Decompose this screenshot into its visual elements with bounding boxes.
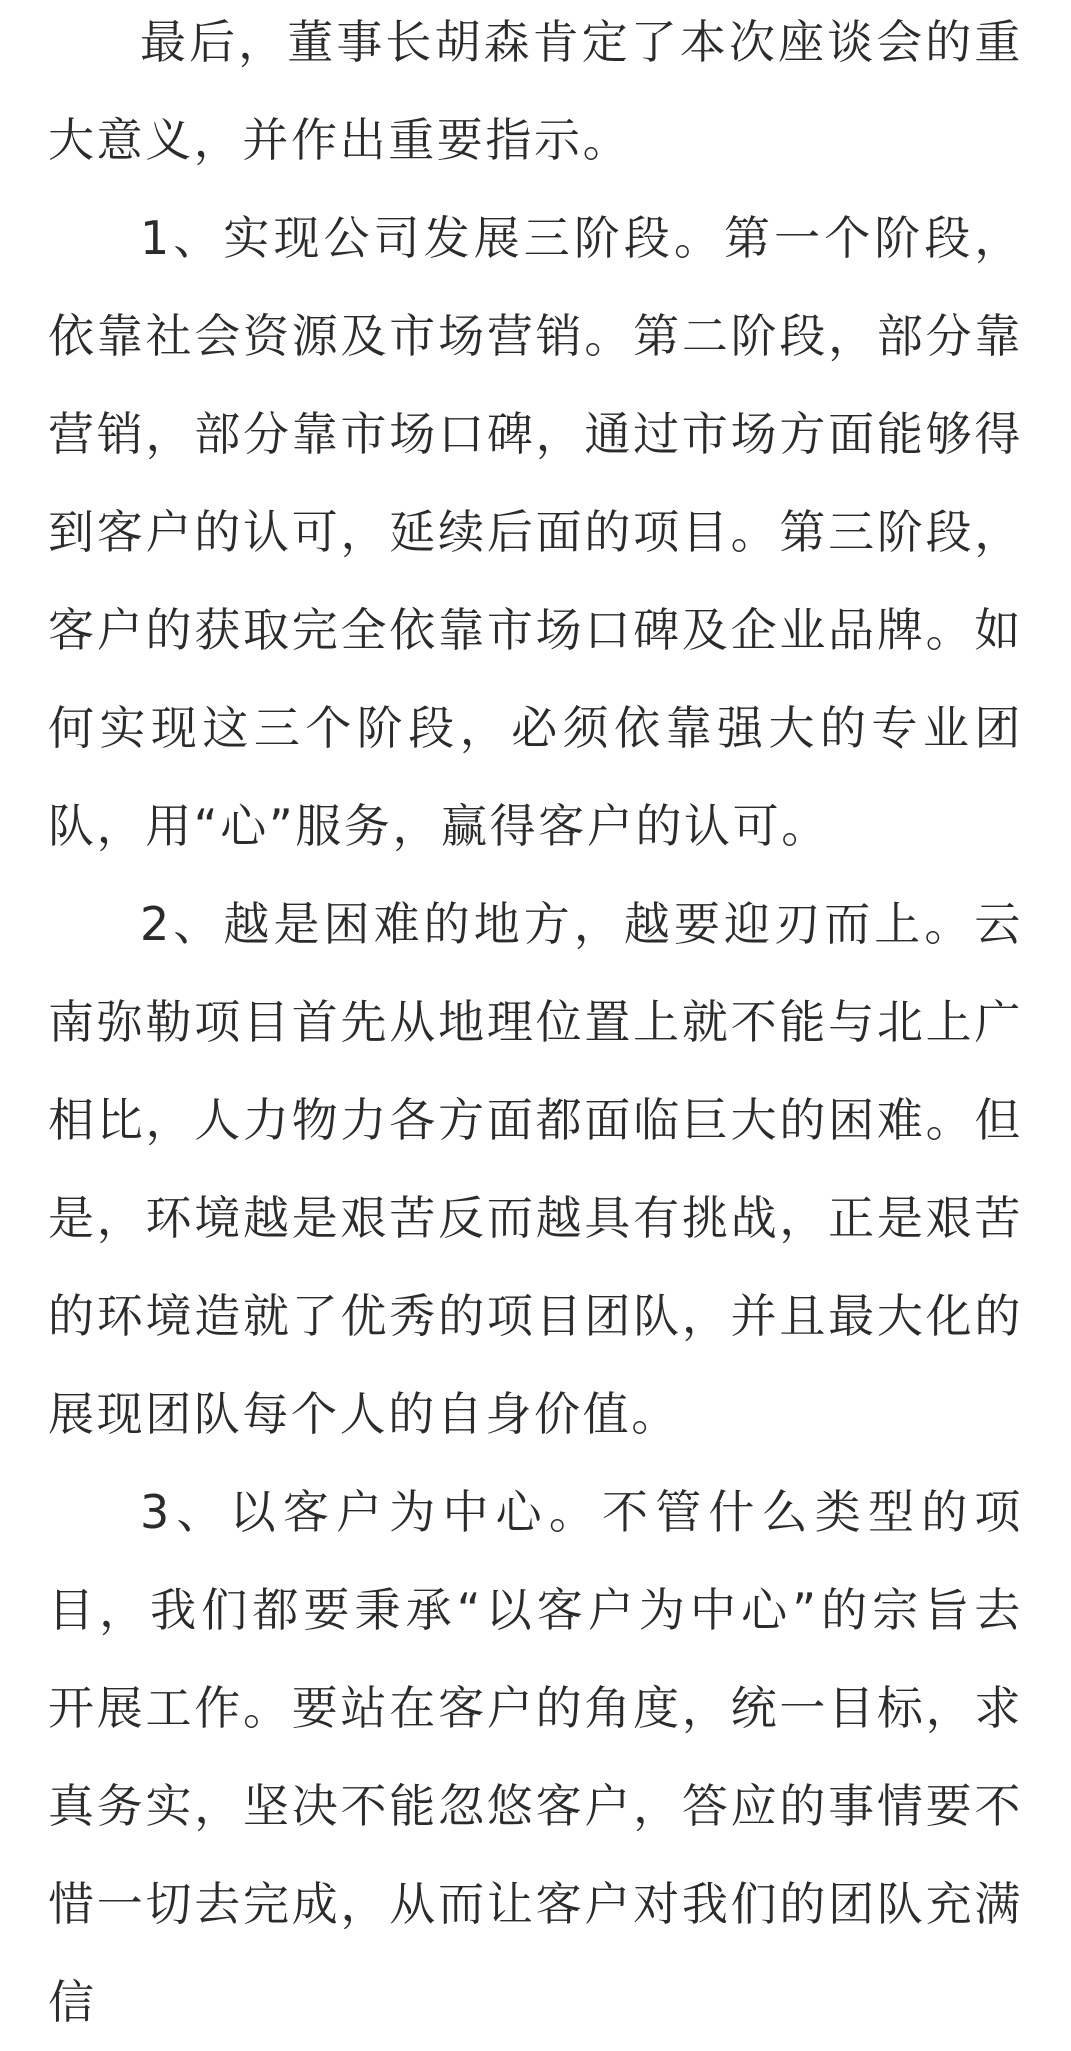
paragraph-point-1: 1、实现公司发展三阶段。第一个阶段，依靠社会资源及市场营销。第二阶段，部分靠营销，部分靠市场口碑，通过市场方面能够得到客户的认可，延续后面的项目。第三阶段，客户的获取完全依靠市场口碑及企业品牌。如何实现这三个阶段，必须依靠强大的专业团队，用“心”服务，赢得客户的认可。: [48, 211, 1023, 853]
paragraph-point-2: 2、越是困难的地方，越要迎刃而上。云南弥勒项目首先从地理位置上就不能与北上广相比，人力物力各方面都面临巨大的困难。但是，环境越是艰苦反而越具有挑战，正是艰苦的环境造就了优秀的项目团队，并且最大化的展现团队每个人的自身价值。: [48, 897, 1023, 1441]
article-body: [48, 0, 1023, 2051]
paragraph-point-3: 3、以客户为中心。不管什么类型的项目，我们都要秉承“以客户为中心”的宗旨去开展工作。要站在客户的角度，统一目标，求真务实，坚决不能忽悠客户，答应的事情要不惜一切去完成，从而让客户对我们的团队充满信: [48, 1485, 1023, 2029]
paragraph-closing-remarks: 最后，董事长胡森肯定了本次座谈会的重大意义，并作出重要指示。: [48, 15, 1023, 167]
